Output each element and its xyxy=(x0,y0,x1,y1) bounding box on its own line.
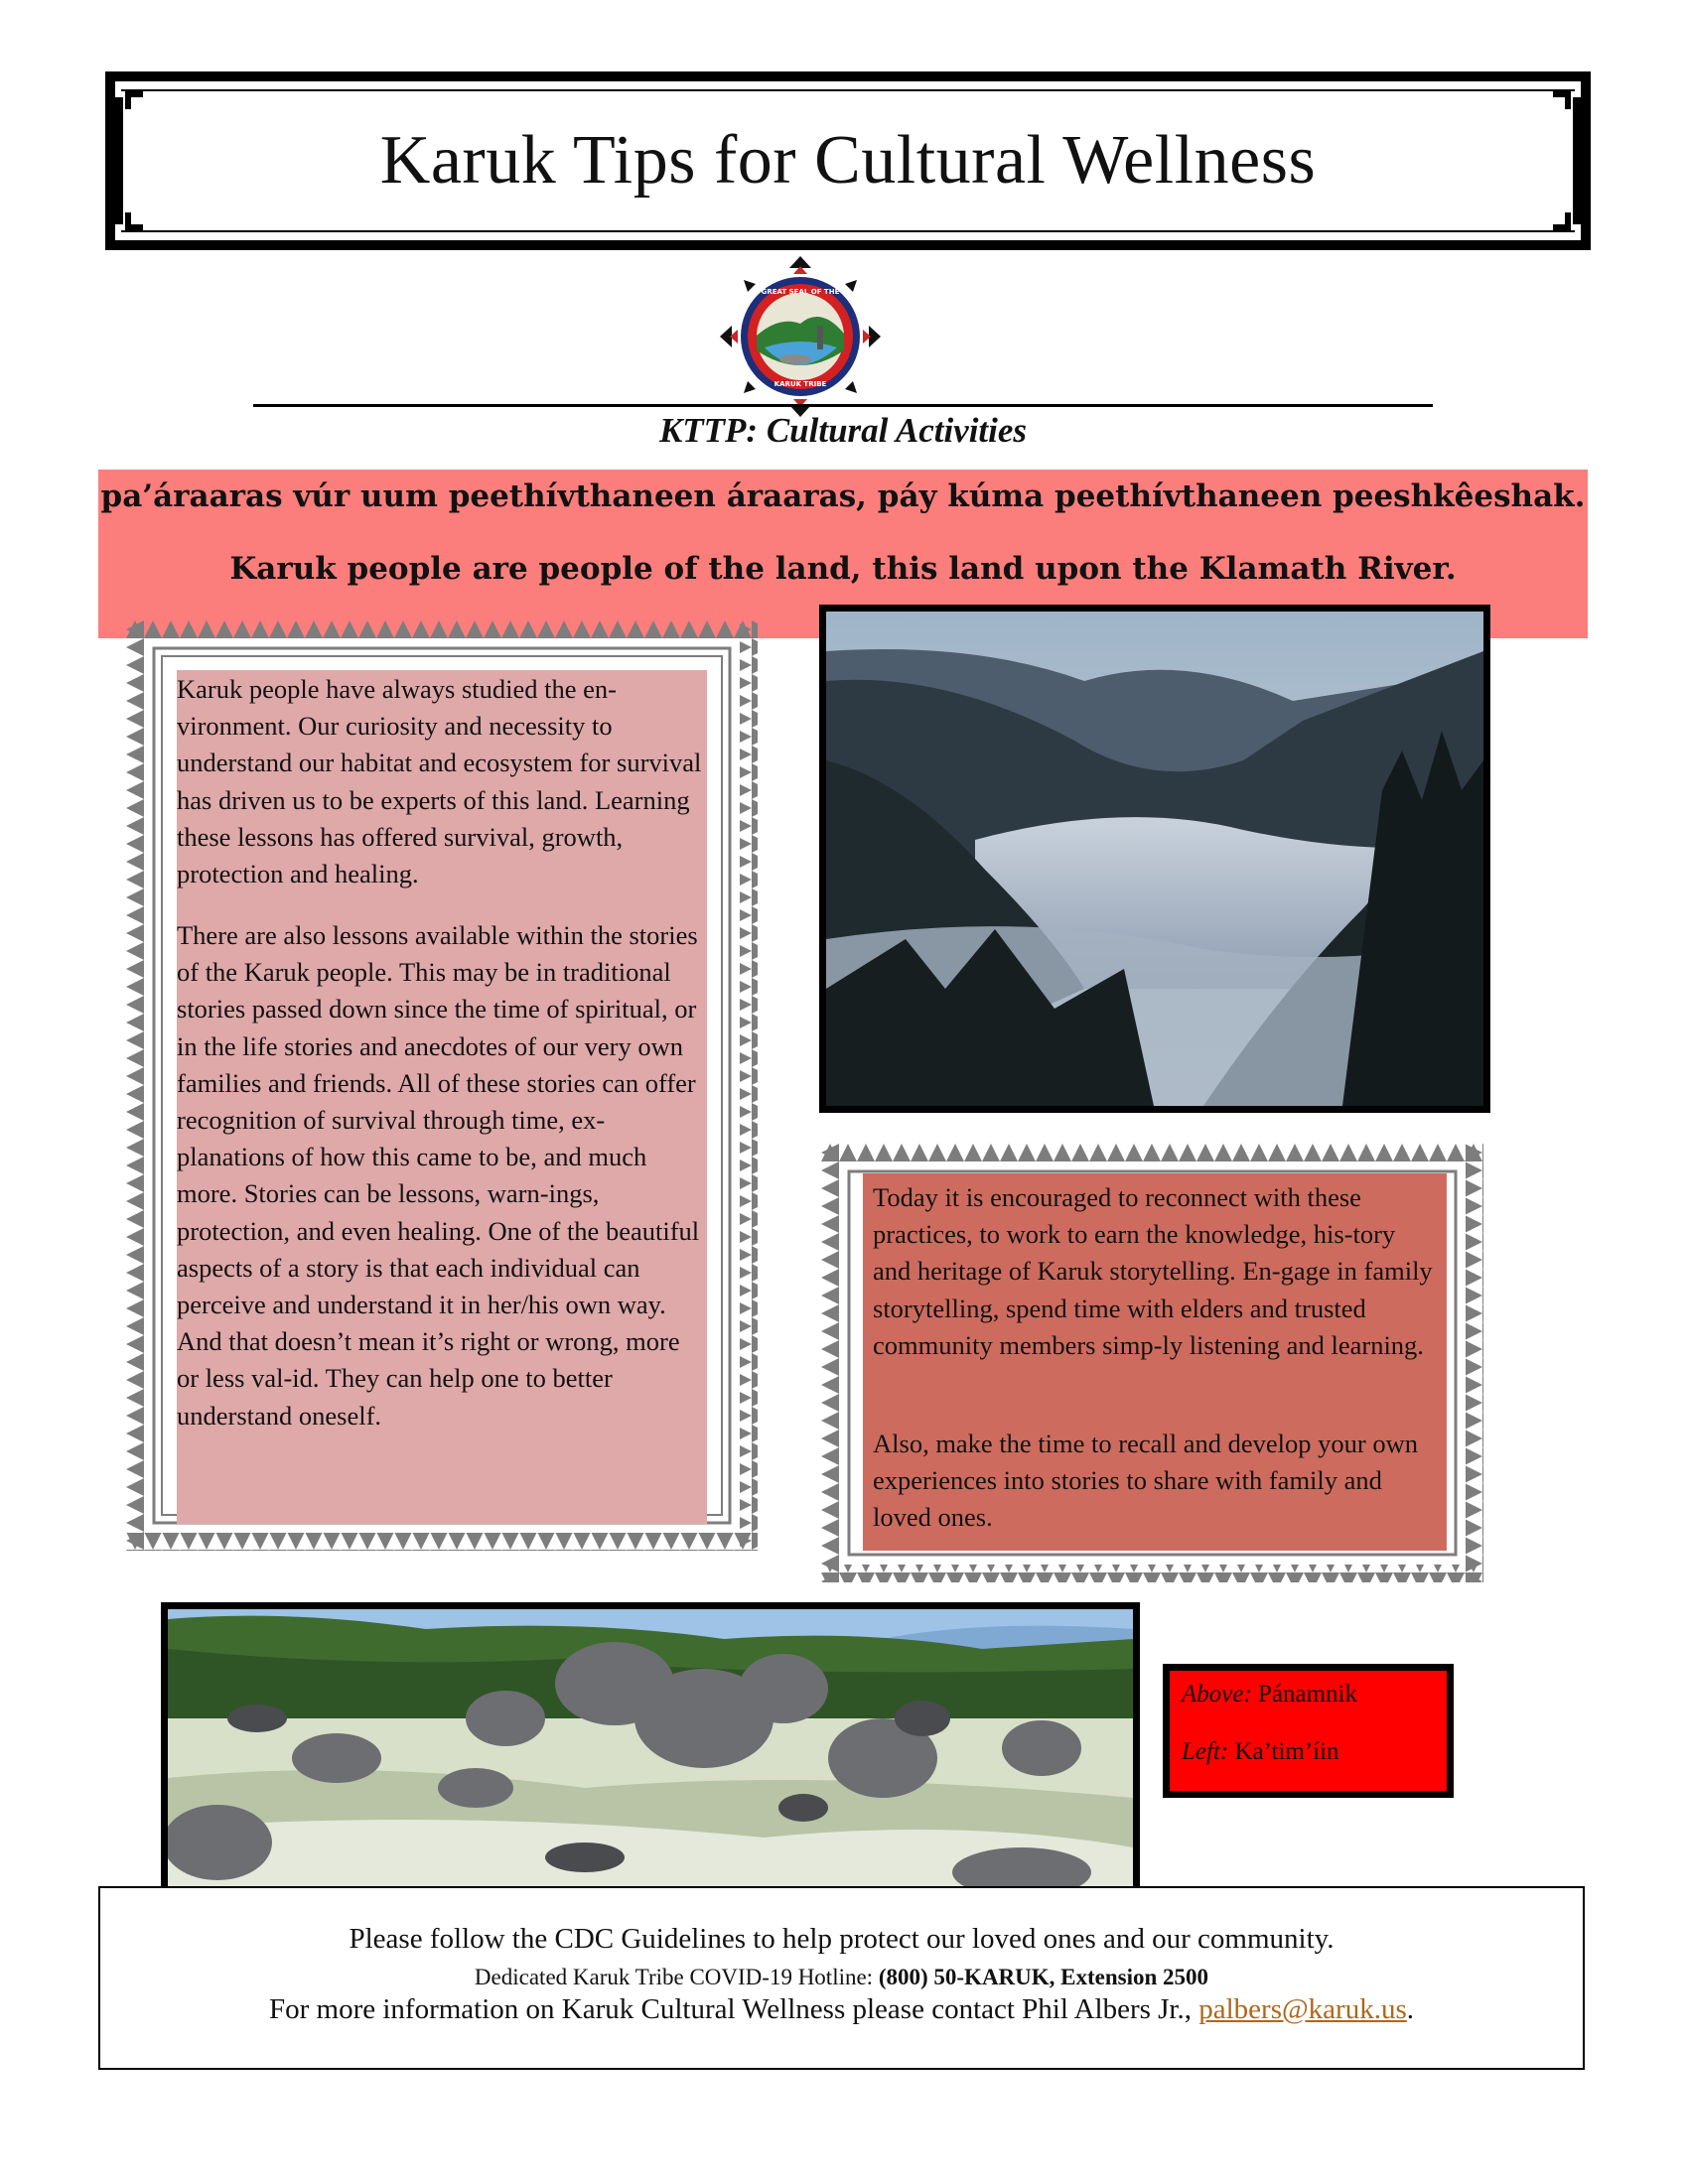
caption-left xyxy=(1182,1738,1339,1766)
seal-text-top: GREAT SEAL OF THE xyxy=(761,288,840,296)
footer-contact-line xyxy=(98,1993,1585,2026)
hotline-label: Dedicated Karuk Tribe COVID-19 Hotline: xyxy=(474,1965,879,1989)
valley-fog-photo xyxy=(819,605,1490,1113)
page-title: Karuk Tips for Cultural Wellness xyxy=(379,122,1317,199)
left-paragraph-2: There are also lessons available within the stories of the Karuk people. This may be in traditional stories passed down since the time of spiritual, or in the life stories and anecdotes of our very own families and friends. All of these stories can offer recognition of survival through time, ex-planations of how this came to be, and much more. Stories can be lessons, warn-ings, protection, and even healing. One of the beautiful aspects of a story is that each individual can perceive and understand it in her/his own way. And that doesn’t mean it’s right or wrong, more or less val-id. They can help one to better understand oneself. xyxy=(177,920,700,1431)
right-paragraph-2: Also, make the time to recall and develop your own experiences into stories to share with family and loved ones. xyxy=(873,1429,1418,1533)
contact-suffix: . xyxy=(1406,1993,1414,2025)
banner-english-text: Karuk people are people of the land, this land upon the Klamath River. xyxy=(229,551,1457,587)
caption-left-value: Ka’tim’íin xyxy=(1234,1738,1339,1765)
caption-above-value: Pánamnik xyxy=(1258,1681,1358,1707)
contact-text: For more information on Karuk Cultural Wellness please contact Phil Albers Jr., xyxy=(268,1993,1199,2025)
river-rapids-photo xyxy=(161,1602,1140,1900)
karuk-tribe-seal-logo xyxy=(720,256,881,417)
caption-above xyxy=(1182,1681,1357,1708)
hotline-number: (800) 50-KARUK, Extension 2500 xyxy=(878,1965,1209,1989)
banner-karuk-text: pa’áraaras vúr uum peethívthaneen áraaras, páy kúma peethívthaneen peeshkêeshak. xyxy=(100,478,1586,514)
caption-left-label: Left: xyxy=(1182,1738,1229,1765)
contact-email-link[interactable]: palbers@karuk.us xyxy=(1198,1993,1407,2025)
subheading-rule xyxy=(253,404,1433,407)
footer-hotline-line xyxy=(98,1965,1585,1990)
right-paragraph-1: Today it is encouraged to reconnect with these practices, to work to earn the knowledge, his-tory and heritage of Karuk storytelling. En-gage in family storytelling, spend time with elders and trusted community members simp-ly listening and learning. xyxy=(873,1182,1433,1360)
seal-text-bottom: KARUK TRIBE xyxy=(774,380,827,388)
subheading: KTTP: Cultural Activities xyxy=(658,411,1028,450)
footer-cdc-line: Please follow the CDC Guidelines to help protect our loved ones and our community. xyxy=(349,1923,1335,1955)
left-paragraph-1: Karuk people have always studied the en-vironment. Our curiosity and necessity to understand our habitat and ecosystem for survival has driven us to be experts of this land. Learning these lessons has offered survival, growth, protection and healing. xyxy=(177,674,702,889)
caption-above-label: Above: xyxy=(1182,1681,1252,1707)
